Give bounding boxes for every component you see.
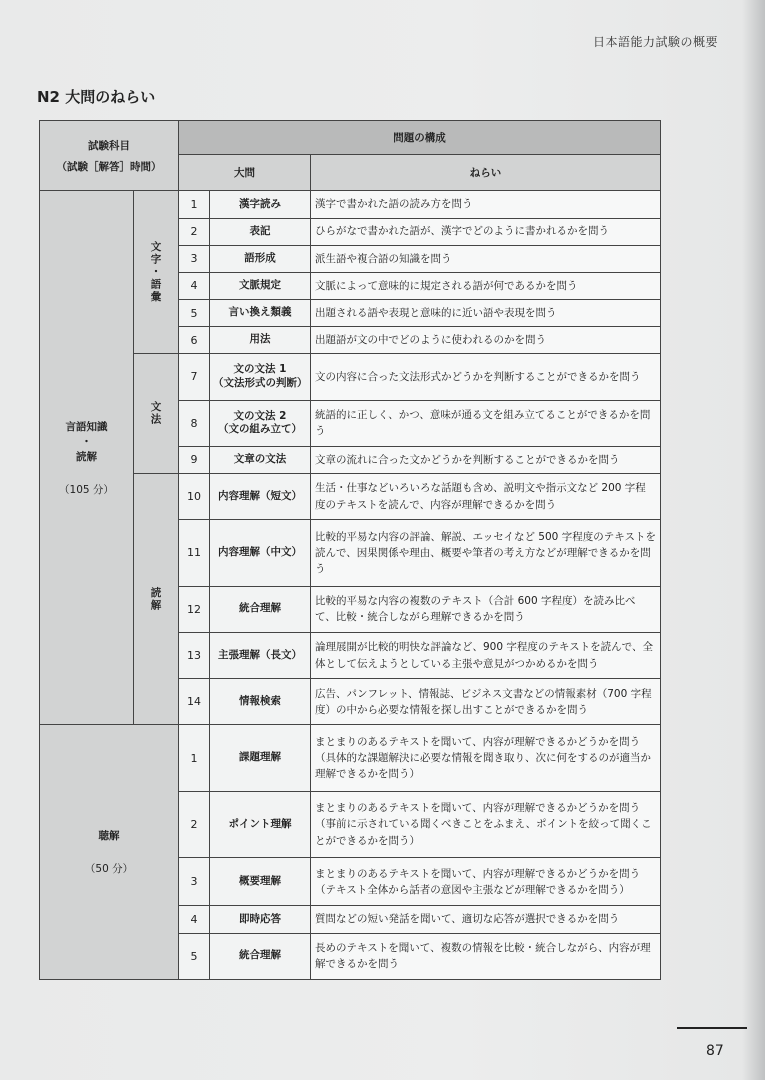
- row-number: 6: [179, 327, 210, 354]
- row-number: 12: [179, 586, 210, 632]
- item-name: 統合理解: [210, 933, 311, 979]
- row-number: 13: [179, 632, 210, 678]
- row-number: 5: [179, 933, 210, 979]
- header-structure: 問題の構成: [179, 121, 661, 155]
- sub-moji-label: 文字・語彙: [149, 241, 162, 304]
- row-number: 10: [179, 474, 210, 520]
- group2-time: （50 分）: [84, 863, 134, 876]
- sub-bunpo-label: 文法: [149, 401, 162, 427]
- item-aim: 質問などの短い発話を聞いて、適切な応答が選択できるかを問う: [311, 906, 661, 933]
- item-name: 統合理解: [210, 586, 311, 632]
- item-aim: まとまりのあるテキストを聞いて、内容が理解できるかどうかを問う（事前に示されている聞くべきことをふまえ、ポイントを絞って聞くことができるかを問う）: [311, 791, 661, 857]
- item-aim: 派生語や複合語の知識を問う: [311, 245, 661, 272]
- item-name: 文章の文法: [210, 446, 311, 473]
- sub-bunpo: [134, 354, 179, 474]
- item-name: 漢字読み: [210, 191, 311, 218]
- item-aim: まとまりのあるテキストを聞いて、内容が理解できるかどうかを問う（具体的な課題解決に必要な情報を聞き取り、次に何をするのが適当か理解できるかを問う）: [311, 725, 661, 791]
- item-name: 表記: [210, 218, 311, 245]
- item-aim: 生活・仕事などいろいろな話題も含め、説明文や指示文など 200 字程度のテキストを読んで、内容が理解できるかを問う: [311, 474, 661, 520]
- header-daimon: 大問: [179, 155, 311, 191]
- item-aim: ひらがなで書かれた語が、漢字でどのように書かれるかを問う: [311, 218, 661, 245]
- row-number: 14: [179, 679, 210, 725]
- item-name: 用法: [210, 327, 311, 354]
- page-number: 87: [706, 1043, 724, 1059]
- row-number: 1: [179, 725, 210, 791]
- row-number: 8: [179, 400, 210, 446]
- item-aim: 比較的平易な内容の評論、解説、エッセイなど 500 字程度のテキストを読んで、因果関係や理由、概要や筆者の考え方などが理解できるかを問う: [311, 520, 661, 586]
- row-number: 9: [179, 446, 210, 473]
- item-name-cell: [210, 400, 311, 446]
- item-name: 主張理解（長文）: [210, 632, 311, 678]
- item-aim: 統語的に正しく、かつ、意味が通る文を組み立てることができるかを問う: [311, 400, 661, 446]
- item-name-sub: （文法形式の判断）: [213, 376, 308, 389]
- row-number: 4: [179, 272, 210, 299]
- item-name: 課題理解: [210, 725, 311, 791]
- row-number: 11: [179, 520, 210, 586]
- item-aim: 長めのテキストを聞いて、複数の情報を比較・統合しながら、内容が理解できるかを問う: [311, 933, 661, 979]
- table-row: [40, 354, 661, 400]
- item-aim: まとまりのあるテキストを聞いて、内容が理解できるかどうかを問う（テキスト全体から話者の意図や主張などが理解できるかを問う）: [311, 858, 661, 906]
- item-name: 内容理解（短文）: [210, 474, 311, 520]
- item-name-sub: （文の組み立て）: [218, 423, 302, 436]
- group1-label2: 読解: [76, 450, 97, 463]
- item-aim: 文章の流れに合った文かどうかを判断することができるかを問う: [311, 446, 661, 473]
- row-number: 5: [179, 300, 210, 327]
- item-aim: 文の内容に合った文法形式かどうかを判断することができるかを問う: [311, 354, 661, 400]
- aims-table: [39, 120, 661, 980]
- item-name: 情報検索: [210, 679, 311, 725]
- row-number: 1: [179, 191, 210, 218]
- running-header: 日本語能力試験の概要: [592, 35, 718, 49]
- row-number: 7: [179, 354, 210, 400]
- row-number: 2: [179, 791, 210, 857]
- item-aim: 比較的平易な内容の複数のテキスト（合計 600 字程度）を読み比べて、比較・統合しながら理解できるかを問う: [311, 586, 661, 632]
- item-name-cell: [210, 354, 311, 400]
- item-name: 概要理解: [210, 858, 311, 906]
- table-row: [40, 474, 661, 520]
- header-subject-time: （試験［解答］時間）: [56, 160, 162, 173]
- item-name: 内容理解（中文）: [210, 520, 311, 586]
- row-number: 2: [179, 218, 210, 245]
- item-name: 文の文法 1: [233, 363, 287, 376]
- section-title: N2 大問のねらい: [37, 88, 156, 106]
- header-aim: ねらい: [311, 155, 661, 191]
- table-row: [40, 191, 661, 218]
- header-subject-cell: [40, 121, 179, 191]
- table-row: [40, 725, 661, 791]
- footer-rule: [677, 1027, 747, 1029]
- aims-table-container: [39, 120, 661, 980]
- group-language-reading: [40, 191, 134, 725]
- group2-label: 聴解: [98, 830, 120, 843]
- item-name: 文脈規定: [210, 272, 311, 299]
- row-number: 3: [179, 245, 210, 272]
- row-number: 4: [179, 906, 210, 933]
- item-aim: 文脈によって意味的に規定される語が何であるかを問う: [311, 272, 661, 299]
- group1-separator: ・: [81, 435, 92, 448]
- item-aim: 出題される語や表現と意味的に近い語や表現を問う: [311, 300, 661, 327]
- header-subject: 試験科目: [88, 139, 130, 152]
- item-aim: 出題語が文の中でどのように使われるのかを問う: [311, 327, 661, 354]
- group1-time: （105 分）: [59, 483, 114, 496]
- item-name: 語形成: [210, 245, 311, 272]
- group-listening: [40, 725, 179, 980]
- sub-moji-goi: [134, 191, 179, 354]
- item-aim: 広告、パンフレット、情報誌、ビジネス文書などの情報素材（700 字程度）の中から必要な情報を探し出すことができるかを問う: [311, 679, 661, 725]
- row-number: 3: [179, 858, 210, 906]
- item-name: 即時応答: [210, 906, 311, 933]
- sub-dokkai-label: 読解: [149, 586, 162, 612]
- item-name: ポイント理解: [210, 791, 311, 857]
- item-name: 文の文法 2: [233, 409, 287, 422]
- sub-dokkai: [134, 474, 179, 725]
- item-name: 言い換え類義: [210, 300, 311, 327]
- item-aim: 漢字で書かれた語の読み方を問う: [311, 191, 661, 218]
- group1-label1: 言語知識: [65, 420, 108, 433]
- item-aim: 論理展開が比較的明快な評論など、900 字程度のテキストを読んで、全体として伝えようとしている主張や意見がつかめるかを問う: [311, 632, 661, 678]
